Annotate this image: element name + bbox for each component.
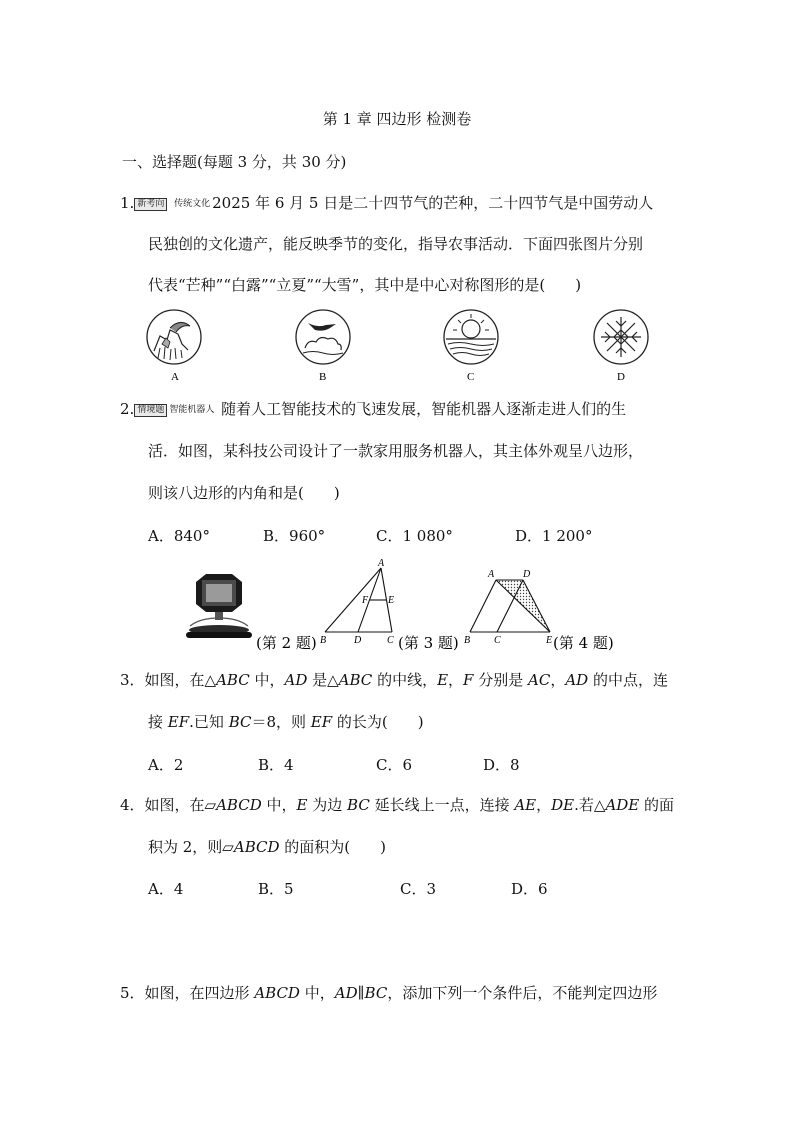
q3-line1: 3．如图，在△ABC 中，AD 是△ABC 的中线，E，F 分别是 AC，AD 的中点，连 <box>120 671 668 689</box>
q2-line1 <box>120 399 626 419</box>
q2-text-1: 随着人工智能技术的飞速发展，智能机器人逐渐走进人们的生 <box>221 400 627 418</box>
image-a-icon <box>147 310 201 364</box>
page-title: 第 1 章 四边形 检测卷 <box>322 110 472 128</box>
image-d-icon <box>594 310 648 364</box>
q4-line1: 4．如图，在▱ABCD 中，E 为边 BC 延长线上一点，连接 AE，DE.若△ADE 的面 <box>120 796 675 814</box>
q4-option-c: C．3 <box>400 880 437 898</box>
image-b-icon <box>296 310 350 364</box>
q2-tag-robot: 智能机器人 <box>169 405 215 415</box>
q3-option-a: A．2 <box>148 756 184 774</box>
q4-option-a: A．4 <box>148 880 184 898</box>
fig3-label-a: A <box>378 558 385 569</box>
fig3-label-c: C <box>387 635 394 646</box>
fig4-label-c: C <box>494 635 501 646</box>
fig4-label-e: E <box>546 635 553 646</box>
q4-option-d: D．6 <box>511 880 548 898</box>
q2-option-a: A．840° <box>148 527 210 545</box>
fig4-label-a: A <box>488 569 495 580</box>
robot-figure-icon <box>186 574 252 638</box>
image-c-label: C <box>467 371 475 383</box>
fig2-caption: (第 2 题) <box>256 634 317 652</box>
q3-option-d: D．8 <box>483 756 520 774</box>
q1-images <box>140 306 660 386</box>
fig3-label-d: D <box>354 635 362 646</box>
q1-line2: 民独创的文化遗产，能反映季节的变化，指导农事活动．下面四张图片分别 <box>148 235 644 253</box>
q3-option-c: C．6 <box>376 756 413 774</box>
fig3-label-e: E <box>388 595 395 606</box>
q1-line1 <box>120 193 653 213</box>
q2-line3: 则该八边形的内角和是( ) <box>148 484 340 502</box>
q2-line2: 活．如图，某科技公司设计了一款家用服务机器人，其主体外观呈八边形， <box>148 442 644 460</box>
q2-option-d: D．1 200° <box>515 527 593 545</box>
image-b-label: B <box>319 371 327 383</box>
image-a-label: A <box>171 371 179 383</box>
image-c-icon <box>444 310 498 364</box>
q1-line3: 代表“芒种”“白露”“立夏”“大雪”，其中是中心对称图形的是( ) <box>148 276 582 294</box>
fig4-parallelogram <box>470 580 550 632</box>
fig4-caption: (第 4 题) <box>553 634 614 652</box>
fig3-label-b: B <box>320 635 327 646</box>
section-heading: 一、选择题(每题 3 分，共 30 分) <box>122 153 347 171</box>
q2-tag-scenario: 情境题 <box>134 404 167 417</box>
fig4-label-d: D <box>523 569 531 580</box>
fig4-label-b: B <box>464 635 471 646</box>
figure-row <box>180 556 620 656</box>
fig3-caption: (第 3 题) <box>398 634 459 652</box>
image-d-label: D <box>617 371 625 383</box>
q1-tag-culture: 传统文化 <box>174 199 211 209</box>
q4-line2: 积为 2，则▱ABCD 的面积为( ) <box>148 838 386 856</box>
q1-number: 1. <box>120 194 135 212</box>
q5-line1: 5．如图，在四边形 ABCD 中，AD∥BC，添加下列一个条件后，不能判定四边形 <box>120 984 658 1002</box>
q2-option-b: B．960° <box>263 527 326 545</box>
q3-option-b: B．4 <box>258 756 294 774</box>
q4-option-b: B．5 <box>258 880 294 898</box>
q2-number: 2. <box>120 400 135 418</box>
q1-text-1: 2025 年 6 月 5 日是二十四节气的芒种，二十四节气是中国劳动人 <box>212 194 654 212</box>
q3-line2: 接 EF.已知 BC＝8，则 EF 的长为( ) <box>148 713 424 731</box>
fig3-triangle <box>325 568 395 632</box>
fig3-label-f: F <box>362 595 369 606</box>
q2-option-c: C．1 080° <box>376 527 453 545</box>
q1-tag-new: 新考向 <box>134 198 167 211</box>
